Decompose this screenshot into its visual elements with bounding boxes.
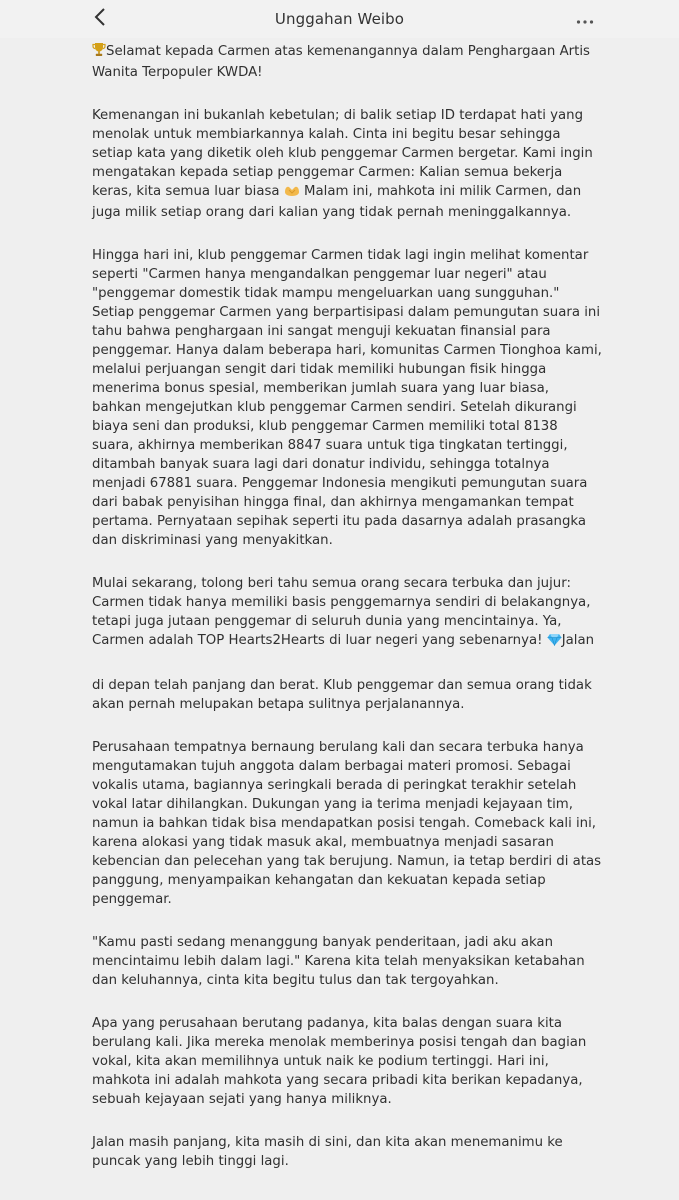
post-paragraph-6: Perusahaan tempatnya bernaung berulang kali dan secara terbuka hanya mengutamakan tujuh anggota dalam berbagai materi promosi. Sebagai vokalis utama, bagiannya seringkali berada di peringkat terakhir setelah vokal latar dihilangkan. Dukungan yang ia terima menjadi kejayaan tim, namun ia bahkan tidak bisa mendapatkan posisi tengah. Comeback kali ini, karena alokasi yang tidak masuk akal, membuatnya menjadi sasaran kebencian dan pelecehan yang tak berujung. Namun, ia tetap berdiri di atas panggung, menyampaikan kehangatan dan kekuatan kepada setiap penggemar.: [92, 740, 602, 907]
post-paragraph-5: di depan telah panjang dan berat. Klub penggemar dan semua orang tidak akan pernah melupakan betapa sulitnya perjalanannya.: [92, 678, 592, 712]
post-paragraph-2-text-a: Kemenangan ini bukanlah kebetulan; di balik setiap ID terdapat hati yang menolak untuk membiarkannya kalah. Cinta ini begitu besar sehingga setiap kata yang diketik oleh klub penggemar Carmen bergetar. Kami ingin mengatakan kepada setiap penggemar Carmen: Kalian semua bekerja keras, kita semua luar biasa: [92, 108, 593, 199]
post-paragraph-4-text-a: Mulai sekarang, tolong beri tahu semua orang secara terbuka dan jujur: Carmen tidak hanya memiliki basis penggemarnya sendiri di belakangnya, tetapi juga jutaan penggemar di seluruh dunia yang mencintainya. Ya, Carmen adalah TOP Hearts2Hearts di luar negeri yang sebenarnya!: [92, 576, 591, 648]
post-paragraph-2: [92, 106, 602, 222]
post-paragraph-1: [92, 42, 602, 82]
post-paragraph-7: "Kamu pasti sedang menanggung banyak penderitaan, jadi aku akan mencintaimu lebih dalam lagi." Karena kita telah menyaksikan ketabahan dan keluhannya, cinta kita begitu tulus dan tak tergoyahkan.: [92, 935, 585, 988]
heart-hands-icon: [284, 184, 300, 203]
back-button[interactable]: [86, 5, 114, 33]
post-paragraph-1-text: Selamat kepada Carmen atas kemenangannya dalam Penghargaan Artis Wanita Terpopuler KWDA!: [92, 44, 590, 80]
post-paragraph-2-text-b: Malam ini, mahkota ini milik Carmen, dan juga milik setiap orang dari kalian yang tidak pernah meninggalkannya.: [92, 184, 582, 220]
post-paragraph-8: Apa yang perusahaan berutang padanya, kita balas dengan suara kita berulang kali. Jika mereka menolak memberinya posisi tengah dan bagian vokal, kita akan memilihnya untuk naik ke podium tertinggi. Hari ini, mahkota ini adalah mahkota yang secara pribadi kita berikan kepadanya, sebuah kejayaan sejati yang hanya miliknya.: [92, 1016, 587, 1107]
trophy-icon: [92, 42, 106, 63]
post-paragraph-4-text-b: Jalan: [561, 633, 595, 648]
top-bar: [0, 0, 679, 38]
more-horizontal-icon: [576, 10, 594, 29]
post-paragraph-4: [92, 574, 602, 652]
post-body: [92, 42, 602, 1195]
post-paragraph-9: Jalan masih panjang, kita masih di sini, dan kita akan menemanimu ke puncak yang lebih tinggi lagi.: [92, 1135, 563, 1169]
more-button[interactable]: [571, 5, 599, 33]
chevron-left-icon: [93, 7, 107, 31]
post-paragraph-3: Hingga hari ini, klub penggemar Carmen tidak lagi ingin melihat komentar seperti "Carmen hanya mengandalkan penggemar luar negeri" atau "penggemar domestik tidak mampu mengeluarkan uang sungguhan." Setiap penggemar Carmen yang berpartisipasi dalam pemungutan suara ini tahu bahwa penghargaan ini sangat menguji kekuatan finansial para penggemar. Hanya dalam beberapa hari, komunitas Carmen Tionghoa kami, melalui perjuangan sengit dari tidak memiliki hubungan fisik hingga menerima bonus spesial, memberikan jumlah suara yang luar biasa, bahkan mengejutkan klub penggemar Carmen sendiri. Setelah dikurangi biaya seni dan produksi, klub penggemar Carmen memiliki total 8138 suara, akhirnya memberikan 8847 suara untuk tiga tingkatan tertinggi, ditambah banyak suara lagi dari donatur individu, sehingga totalnya menjadi 67881 suara. Penggemar Indonesia mengikuti pemungutan suara dari babak penyisihan hingga final, dan akhirnya mengamankan tempat pertama. Pernyataan sepihak seperti itu pada dasarnya adalah prasangka dan diskriminasi yang menyakitkan.: [92, 248, 602, 548]
gem-icon: [547, 633, 562, 652]
page-title: Unggahan Weibo: [274, 10, 405, 28]
